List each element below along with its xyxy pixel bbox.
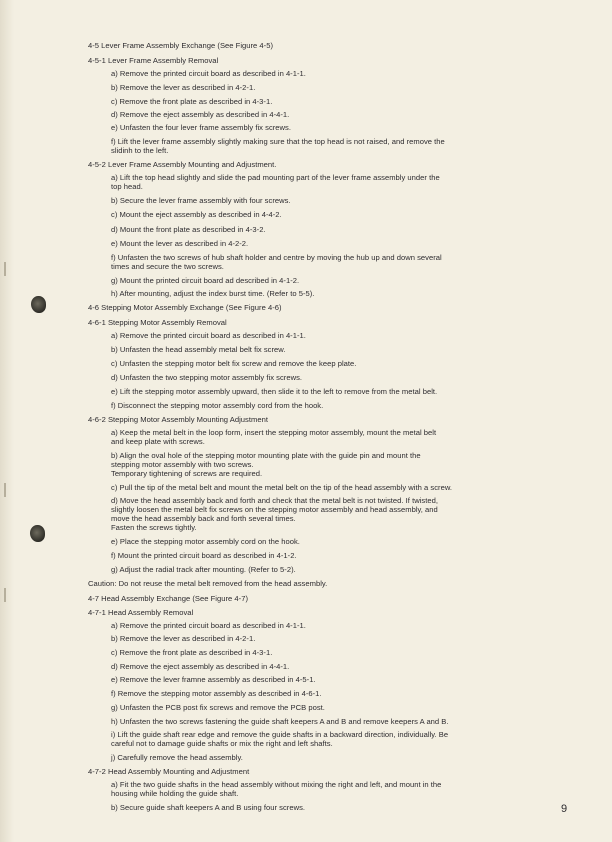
step-line: a) Lift the top head slightly and slide the pad mounting part of the lever frame assembly under the xyxy=(111,173,440,182)
step-line: a) Remove the printed circuit board as described in 4-1-1. xyxy=(111,621,306,630)
step-line: e) Mount the lever as described in 4-2-2. xyxy=(111,239,249,248)
margin-mark xyxy=(4,262,6,276)
subsection-heading: 4-7-2 Head Assembly Mounting and Adjustment xyxy=(88,767,250,776)
step-line: i) Lift the guide shaft rear edge and remove the guide shafts in a backward direction, individually. Be xyxy=(111,730,449,739)
subsection-heading: 4-5-2 Lever Frame Assembly Mounting and Adjustment. xyxy=(88,160,277,169)
step-line-continued: slightly loosen the metal belt fix screws on the stepping motor assembly and head assembly, and xyxy=(111,505,438,514)
step-line: c) Mount the eject assembly as described in 4-4-2. xyxy=(111,210,282,219)
step-line: a) Keep the metal belt in the loop form, insert the stepping motor assembly, mount the metal belt xyxy=(111,428,437,437)
step-line: a) Remove the printed circuit board as described in 4-1-1. xyxy=(111,331,306,340)
subsection-heading: 4-5-1 Lever Frame Assembly Removal xyxy=(88,56,219,65)
step-line: d) Move the head assembly back and forth and check that the metal belt is not twisted. If twisted, xyxy=(111,496,438,505)
step-line: e) Lift the stepping motor assembly upward, then slide it to the left to remove from the metal belt. xyxy=(111,387,438,396)
subsection-heading: 4-6-1 Stepping Motor Assembly Removal xyxy=(88,318,227,327)
section-heading: 4-6 Stepping Motor Assembly Exchange (See Figure 4-6) xyxy=(88,303,282,312)
step-line-continued: careful not to damage guide shafts or mix the right and left shafts. xyxy=(111,739,333,748)
step-line: d) Remove the eject assembly as described in 4-4-1. xyxy=(111,110,290,119)
subsection-heading: 4-6-2 Stepping Motor Assembly Mounting Adjustment xyxy=(88,415,268,424)
step-line-continued: and keep plate with screws. xyxy=(111,437,205,446)
step-line: f) Remove the stepping motor assembly as described in 4-6-1. xyxy=(111,689,322,698)
step-line: b) Secure the lever frame assembly with four screws. xyxy=(111,196,291,205)
margin-mark xyxy=(4,588,6,602)
step-line: h) After mounting, adjust the index burst time. (Refer to 5-5). xyxy=(111,289,315,298)
step-line: e) Unfasten the four lever frame assembly fix screws. xyxy=(111,123,291,132)
step-line: b) Secure guide shaft keepers A and B using four screws. xyxy=(111,803,306,812)
step-line: f) Disconnect the stepping motor assembly cord from the hook. xyxy=(111,401,324,410)
step-line: a) Remove the printed circuit board as described in 4-1-1. xyxy=(111,69,306,78)
margin-mark xyxy=(4,483,6,497)
step-line: f) Unfasten the two screws of hub shaft holder and centre by moving the hub up and down several xyxy=(111,253,442,262)
page-margin-shadow xyxy=(0,0,14,842)
step-line-continued: housing while holding the guide shaft. xyxy=(111,789,239,798)
step-line-continued: times and secure the two screws. xyxy=(111,262,224,271)
step-line: d) Mount the front plate as described in 4-3-2. xyxy=(111,225,266,234)
section-heading: 4-5 Lever Frame Assembly Exchange (See Figure 4-5) xyxy=(88,41,274,50)
punch-hole-icon xyxy=(30,525,45,542)
step-line-continued: Fasten the screws tightly. xyxy=(111,523,197,532)
step-line: e) Place the stepping motor assembly cord on the hook. xyxy=(111,537,300,546)
subsection-heading: 4-7-1 Head Assembly Removal xyxy=(88,608,194,617)
step-line: c) Remove the front plate as described in 4-3-1. xyxy=(111,97,273,106)
punch-hole-icon xyxy=(31,296,46,313)
step-line: f) Mount the printed circuit board as described in 4-1-2. xyxy=(111,551,297,560)
step-line: h) Unfasten the two screws fastening the guide shaft keepers A and B and remove keepers A and B. xyxy=(111,717,449,726)
step-line: b) Remove the lever as described in 4-2-1. xyxy=(111,634,256,643)
step-line: b) Remove the lever as described in 4-2-1. xyxy=(111,83,256,92)
step-line: c) Unfasten the stepping motor belt fix screw and remove the keep plate. xyxy=(111,359,357,368)
step-line-continued: move the head assembly back and forth several times. xyxy=(111,514,296,523)
step-line: j) Carefully remove the head assembly. xyxy=(111,753,243,762)
step-line: d) Unfasten the two stepping motor assembly fix screws. xyxy=(111,373,303,382)
step-line: c) Pull the tip of the metal belt and mount the metal belt on the tip of the head assembly with a screw. xyxy=(111,483,453,492)
step-line-continued: top head. xyxy=(111,182,143,191)
caution-note: Caution: Do not reuse the metal belt removed from the head assembly. xyxy=(88,579,328,588)
step-line: c) Remove the front plate as described in 4-3-1. xyxy=(111,648,273,657)
step-line-continued: Temporary tightening of screws are required. xyxy=(111,469,263,478)
page-number: 9 xyxy=(561,803,568,815)
step-line: d) Remove the eject assembly as described in 4-4-1. xyxy=(111,662,290,671)
step-line: g) Adjust the radial track after mounting. (Refer to 5-2). xyxy=(111,565,296,574)
step-line-continued: slidinh to the left. xyxy=(111,146,169,155)
step-line-continued: stepping motor assembly with two screws. xyxy=(111,460,254,469)
step-line: e) Remove the lever framne assembly as described in 4-5-1. xyxy=(111,675,316,684)
step-line: g) Unfasten the PCB post fix screws and remove the PCB post. xyxy=(111,703,325,712)
step-line: b) Unfasten the head assembly metal belt fix screw. xyxy=(111,345,286,354)
section-heading: 4-7 Head Assembly Exchange (See Figure 4-7) xyxy=(88,594,248,603)
step-line: g) Mount the printed circuit board ad described in 4-1-2. xyxy=(111,276,300,285)
step-line: f) Lift the lever frame assembly slightly making sure that the top head is not raised, and remove the xyxy=(111,137,445,146)
step-line: b) Align the oval hole of the stepping motor mounting plate with the guide pin and mount the xyxy=(111,451,421,460)
step-line: a) Fit the two guide shafts in the head assembly without mixing the right and left, and mount in the xyxy=(111,780,442,789)
